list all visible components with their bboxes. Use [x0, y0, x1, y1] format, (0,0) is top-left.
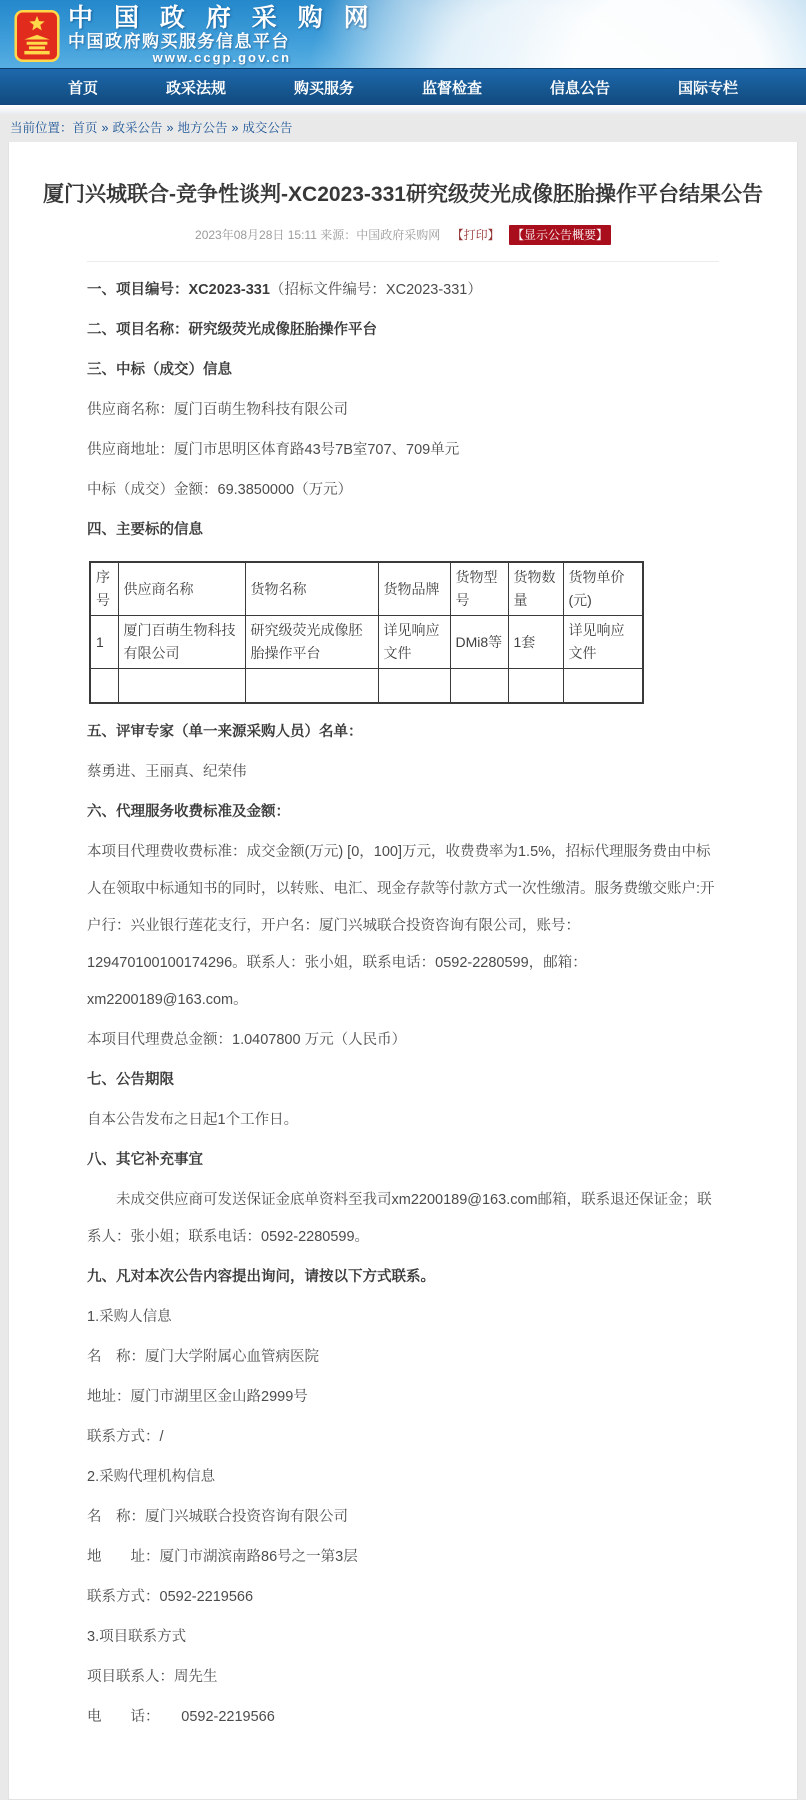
col-header-model: 货物型号: [450, 562, 508, 616]
section-8-other-matters: 八、其它补充事宜: [87, 1151, 203, 1168]
article-card: [8, 142, 798, 1800]
empty-cell: [378, 669, 450, 703]
agent-address: 地 址：厦门市湖滨南路86号之一第3层: [87, 1548, 358, 1565]
agent-name: 名 称：厦门兴城联合投资咨询有限公司: [87, 1508, 348, 1525]
cell-quantity: 1套: [508, 616, 563, 669]
source-label: 来源：: [320, 228, 357, 243]
col-header-brand: 货物品牌: [378, 562, 450, 616]
meta-divider: [87, 261, 719, 262]
section-1-project-number: [87, 272, 719, 309]
section-2-project-name: 二、项目名称：研究级荧光成像胚胎操作平台: [87, 322, 377, 339]
breadcrumb: [0, 114, 806, 142]
col-header-unit-price: 货物单价(元): [563, 562, 643, 616]
breadcrumb-result[interactable]: 成交公告: [242, 121, 293, 135]
goods-table: [89, 561, 644, 704]
nav-item-regulations[interactable]: 政采法规: [165, 79, 226, 97]
nav-item-announcements[interactable]: 信息公告: [549, 79, 610, 97]
banner-text: [68, 4, 376, 66]
nav-item-home[interactable]: 首页: [67, 79, 98, 97]
goods-table-header-row: [90, 562, 643, 616]
col-header-goods-name: 货物名称: [245, 562, 378, 616]
site-title: 中 国 政 府 采 购 网: [68, 4, 376, 33]
breadcrumb-local[interactable]: 地方公告: [177, 121, 228, 135]
source-name: 中国政府采购网: [356, 228, 441, 243]
section-4-main-subject: 四、主要标的信息: [87, 522, 203, 539]
empty-cell: [245, 669, 378, 703]
col-header-quantity: 货物数量: [508, 562, 563, 616]
buyer-name: 名 称：厦门大学附属心血管病医院: [87, 1348, 319, 1365]
nav-bottom-strip: [0, 105, 806, 114]
print-button[interactable]: 【打印】: [451, 228, 500, 243]
award-amount: 中标（成交）金额：69.3850000（万元）: [87, 482, 353, 499]
empty-cell: [508, 669, 563, 703]
site-subtitle: 中国政府购买服务信息平台: [68, 32, 290, 52]
agent-info-heading: 2.采购代理机构信息: [87, 1468, 216, 1485]
section-3-award-info: 三、中标（成交）信息: [87, 362, 232, 379]
section-7-announcement-period: 七、公告期限: [87, 1071, 174, 1088]
buyer-address: 地址：厦门市湖里区金山路2999号: [87, 1388, 308, 1405]
breadcrumb-zhengcai[interactable]: 政采公告: [112, 121, 163, 135]
site-banner: [0, 0, 806, 68]
cell-index: 1: [90, 616, 118, 669]
cell-unit-price: 详见响应文件: [563, 616, 643, 669]
goods-table-row: [90, 616, 643, 669]
buyer-info-heading: 1.采购人信息: [87, 1308, 172, 1325]
section-5-experts: 五、评审专家（单一来源采购人员）名单：: [87, 723, 363, 740]
supplier-address: 供应商地址：厦门市思明区体育路43号7B室707、709单元: [87, 442, 460, 459]
page-title: 厦门兴城联合-竞争性谈判-XC2023-331研究级荧光成像胚胎操作平台结果公告: [43, 183, 763, 206]
cell-goods-name: 研究级荧光成像胚胎操作平台: [245, 616, 378, 669]
section-9-contact: 九、凡对本次公告内容提出询问，请按以下方式联系。: [87, 1268, 435, 1285]
announcement-period-text: 自本公告发布之日起1个工作日。: [87, 1111, 299, 1128]
nav-item-international[interactable]: 国际专栏: [677, 79, 738, 97]
section-1-bold: 一、项目编号：XC2023-331: [87, 282, 270, 299]
agent-contact: 联系方式：0592-2219566: [87, 1588, 254, 1605]
breadcrumb-separator: »: [101, 121, 109, 135]
cell-model: DMi8等: [450, 616, 508, 669]
nav-item-supervision[interactable]: 监督检查: [421, 79, 482, 97]
goods-table-empty-row: [90, 669, 643, 703]
article-meta: [9, 225, 797, 245]
agency-fee-detail: 本项目代理费收费标准：成交金额(万元) [0，100]万元，收费费率为1.5%，招标代理服务费由中标人在领取中标通知书的同时，以转账、电汇、现金存款等付款方式一次性缴清。服务费缴交账户:开户行：兴业银行莲花支行，开户名：厦门兴城联合投资咨询有限公司，账号：129470100100174296。联系人：张小姐，联系电话：0592-2280599，邮箱：xm2200189@163.com。: [87, 843, 715, 1008]
experts-list: 蔡勇进、王丽真、纪荣伟: [87, 763, 247, 780]
article-body: [9, 261, 797, 1736]
cell-brand: 详见响应文件: [378, 616, 450, 669]
agency-fee-total: 本项目代理费总金额：1.0407800 万元（人民币）: [87, 1031, 407, 1048]
other-matters-text: 未成交供应商可发送保证金底单资料至我司xm2200189@163.com邮箱，联系退还保证金；联系人：张小姐；联系电话：0592-2280599。: [87, 1191, 712, 1245]
buyer-contact: 联系方式：/: [87, 1428, 164, 1445]
breadcrumb-separator: »: [166, 121, 174, 135]
project-contact-person: 项目联系人：周先生: [87, 1668, 218, 1685]
publish-date: 2023年08月28日 15:11: [195, 228, 317, 243]
col-header-index: 序号: [90, 562, 118, 616]
cell-supplier: 厦门百萌生物科技有限公司: [118, 616, 245, 669]
project-contact-heading: 3.项目联系方式: [87, 1628, 187, 1645]
main-nav: [0, 68, 806, 105]
national-emblem-icon[interactable]: [14, 9, 60, 63]
supplier-name: 供应商名称：厦门百萌生物科技有限公司: [87, 402, 348, 419]
site-url: www.ccgp.gov.cn: [152, 50, 292, 66]
section-1-rest: （招标文件编号：XC2023-331）: [269, 282, 482, 299]
nav-item-purchase-services[interactable]: 购买服务: [293, 79, 354, 97]
empty-cell: [450, 669, 508, 703]
breadcrumb-label: 当前位置：: [10, 121, 73, 135]
section-6-agency-fee: 六、代理服务收费标准及金额：: [87, 803, 290, 820]
breadcrumb-home[interactable]: 首页: [72, 121, 98, 135]
col-header-supplier: 供应商名称: [118, 562, 245, 616]
empty-cell: [90, 669, 118, 703]
empty-cell: [563, 669, 643, 703]
show-summary-button[interactable]: 【显示公告概要】: [509, 225, 611, 245]
breadcrumb-separator: »: [231, 121, 239, 135]
empty-cell: [118, 669, 245, 703]
project-contact-phone: 电 话： 0592-2219566: [87, 1708, 275, 1725]
